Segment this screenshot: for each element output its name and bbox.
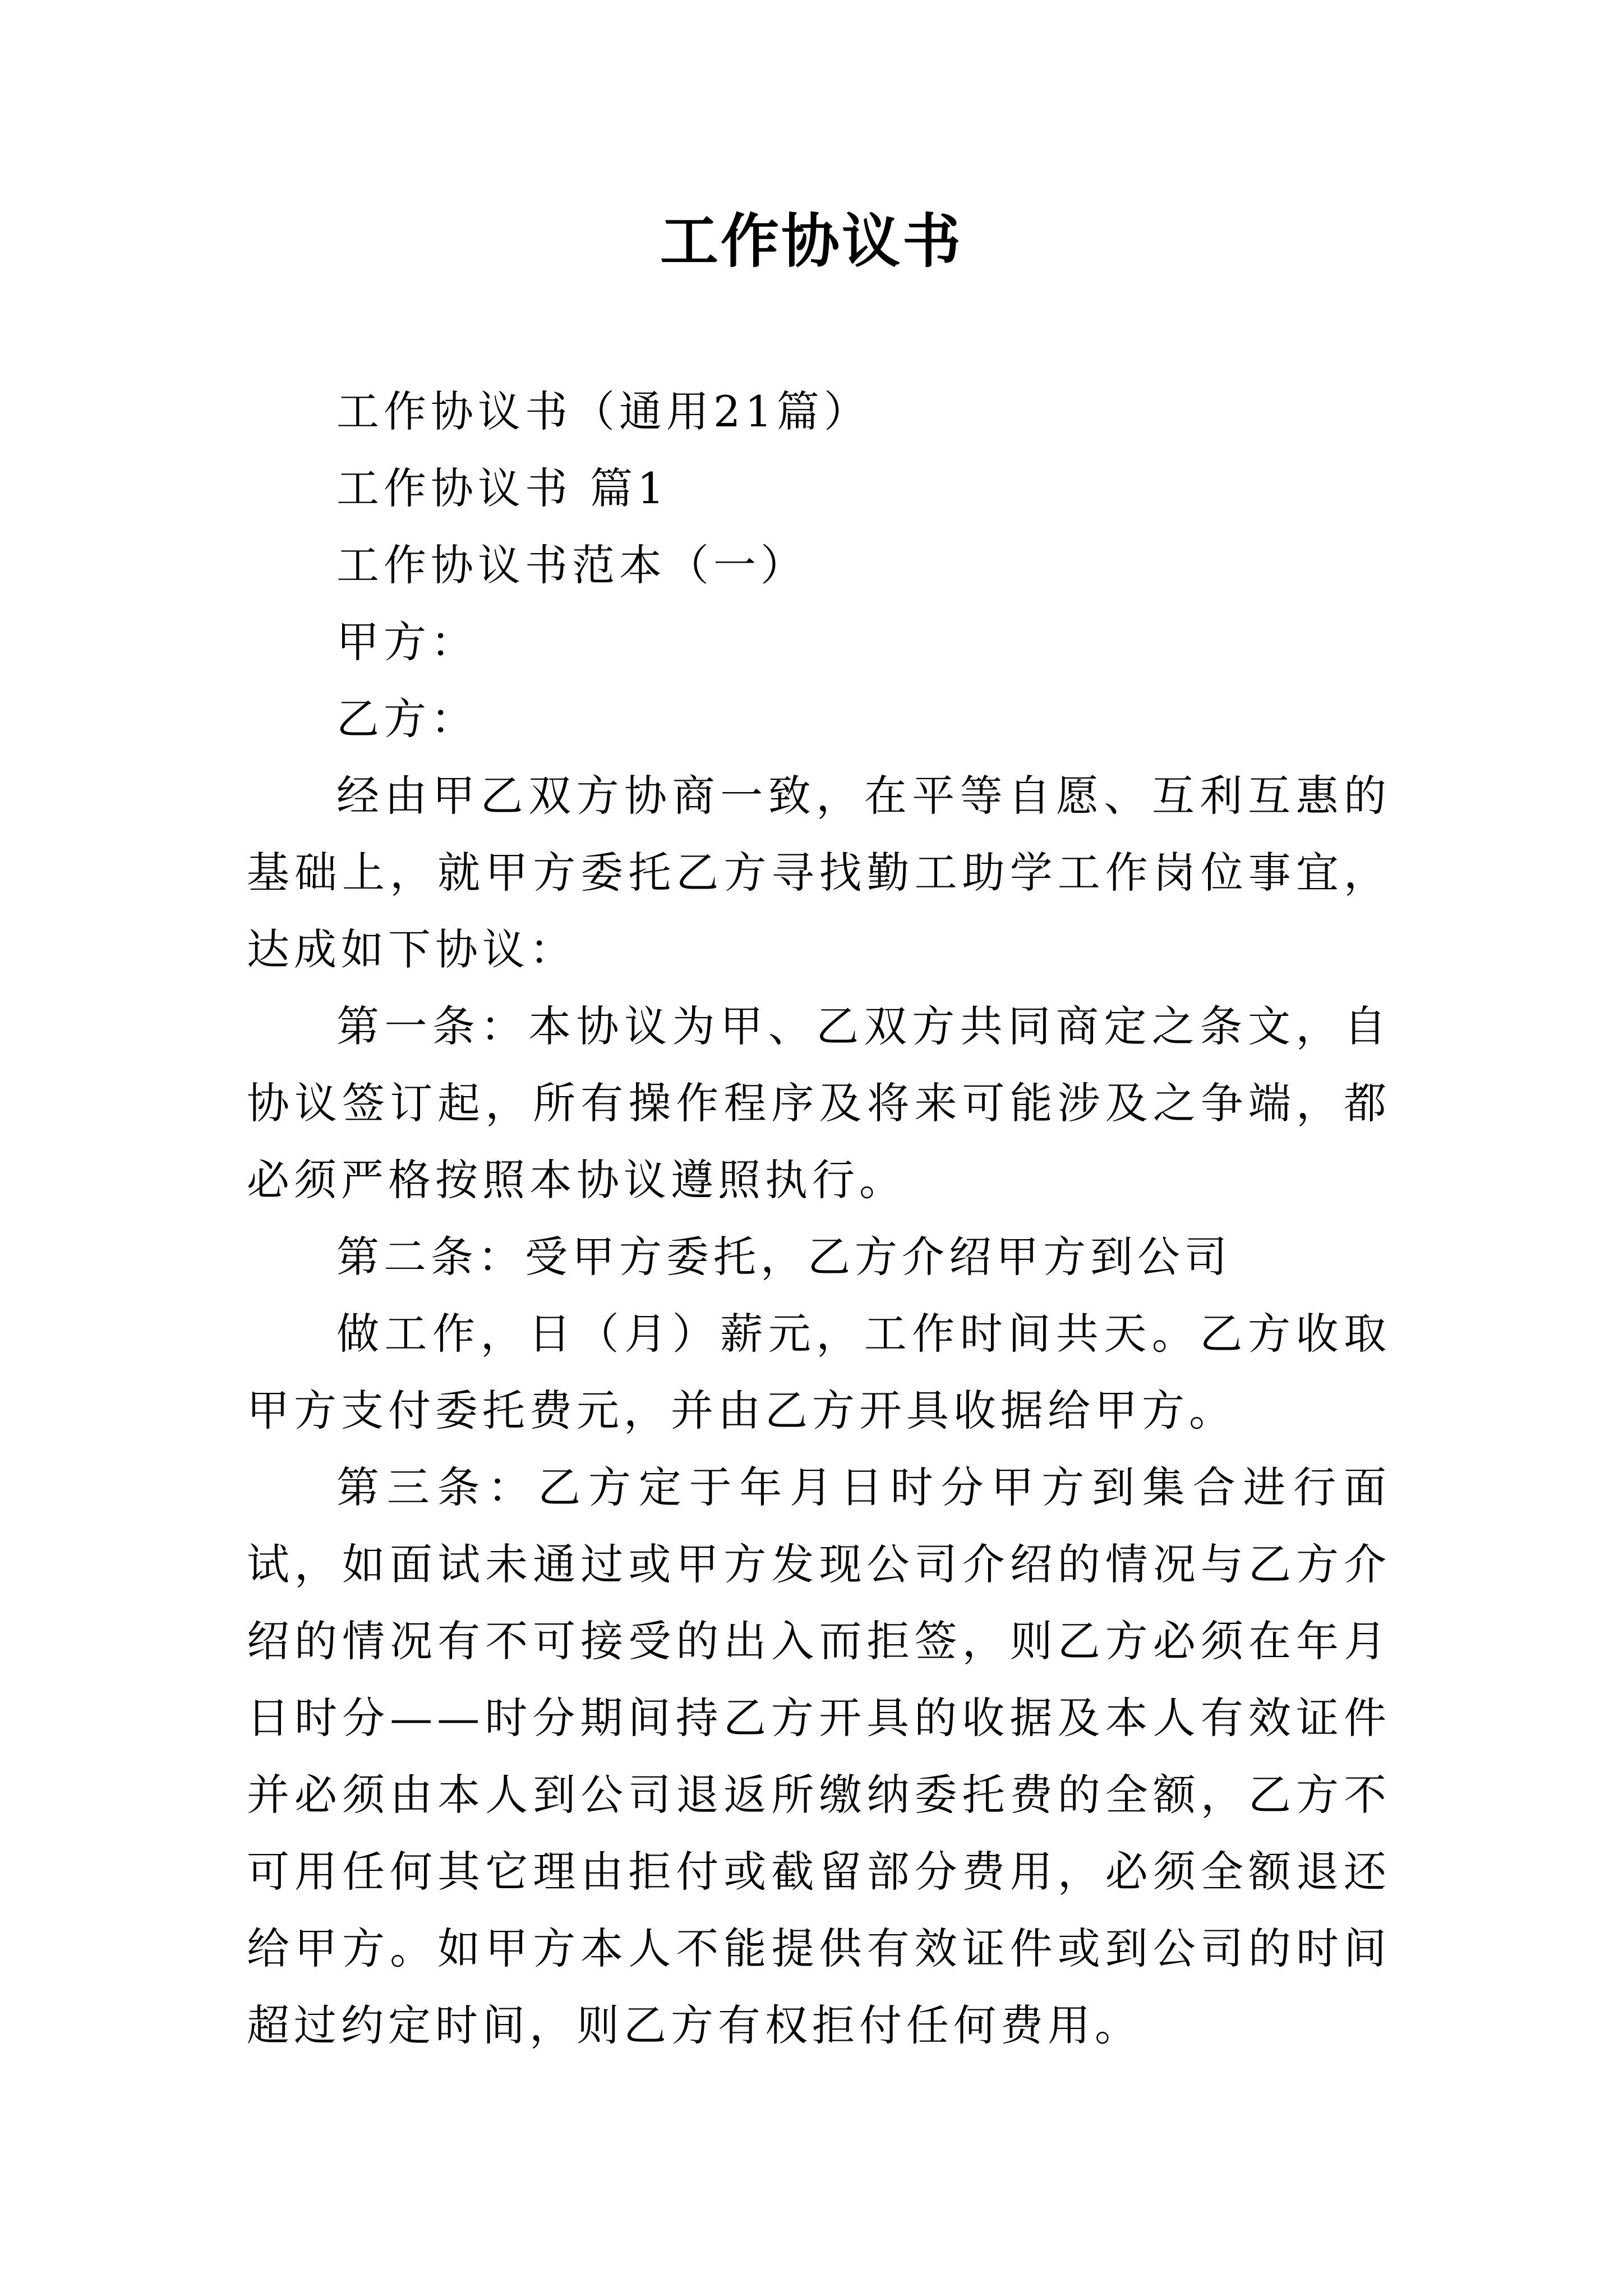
paragraph-article-1: 第一条：本协议为甲、乙双方共同商定之条文，自协议签订起，所有操作程序及将来可能涉及之争端，都必须严格按照本协议遵照执行。 (247, 1001, 1391, 1205)
paragraph-article-2-continued: 做工作，日（月）薪元，工作时间共天。乙方收取甲方支付委托费元，并由乙方开具收据给甲方。 (247, 1309, 1391, 1435)
paragraph-article-3: 第三条：乙方定于年月日时分甲方到集合进行面试，如面试未通过或甲方发现公司介绍的情况与乙方介绍的情况有不可接受的出入而拒签，则乙方必须在年月日时分——时分期间持乙方开具的收据及本人有效证件并必须由本人到公司退返所缴纳委托费的全额，乙方不可用任何其它理由拒付或截留部分费用，必须全额退还给甲方。如甲方本人不能提供有效证件或到公司的时间超过约定时间，则乙方有权拒付任何费用。 (247, 1462, 1391, 2050)
paragraph-preamble: 经由甲乙双方协商一致，在平等自愿、互利互惠的基础上，就甲方委托乙方寻找勤工助学工作岗位事宜，达成如下协议： (247, 771, 1391, 974)
paragraph-party-a: 甲方： (336, 617, 478, 667)
paragraph-article-2: 第二条：受甲方委托，乙方介绍甲方到公司 (336, 1232, 1232, 1282)
document-title: 工作协议书 (660, 206, 963, 275)
paragraph-template-heading: 工作协议书范本（一） (336, 540, 808, 590)
paragraph-chapter-heading: 工作协议书 篇1 (336, 463, 669, 513)
document-body (247, 373, 1391, 2064)
paragraph-party-b: 乙方： (336, 694, 478, 744)
paragraph-collection-title: 工作协议书（通用21篇） (336, 386, 871, 436)
